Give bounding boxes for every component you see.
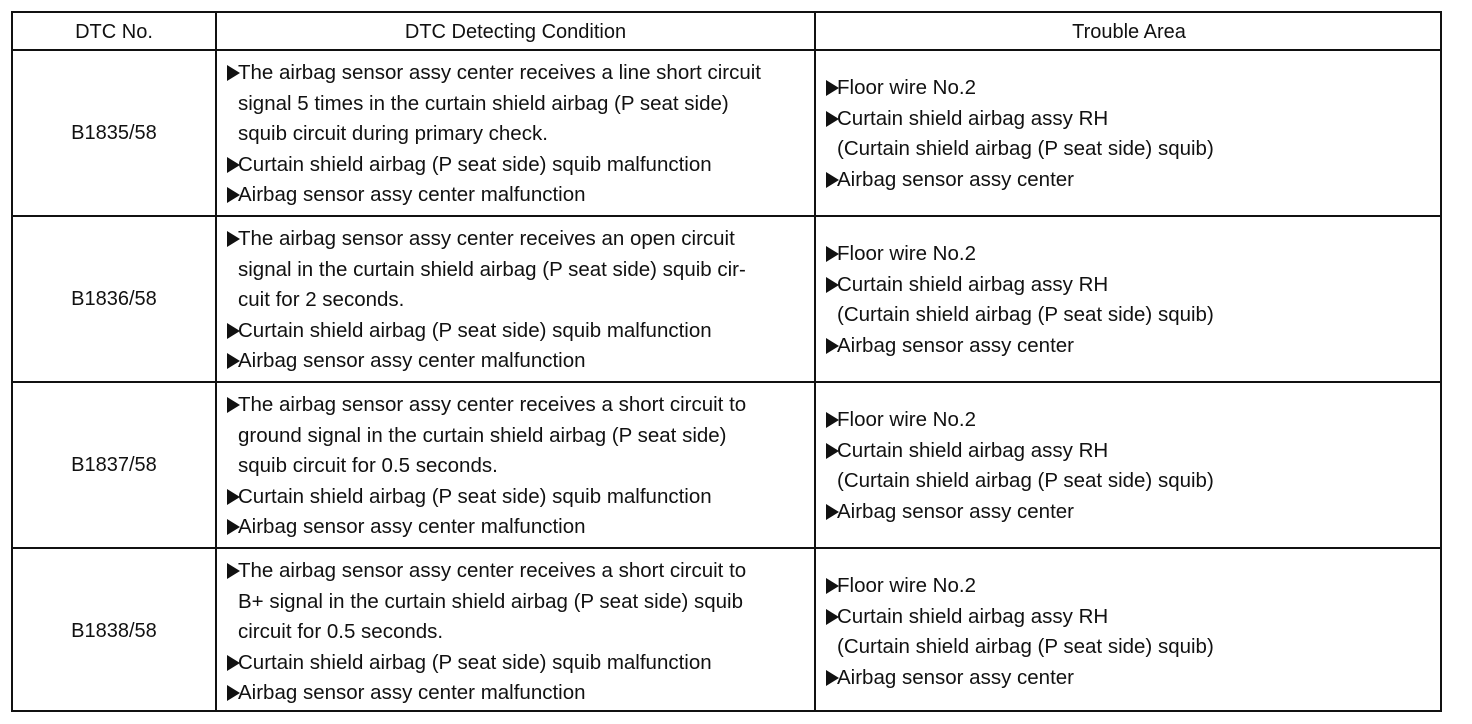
condition-bullet-line — [227, 346, 812, 377]
condition-text: signal in the curtain shield airbag (P seat side) squib cir- — [238, 257, 746, 281]
condition-cell — [227, 556, 812, 709]
condition-text: squib circuit during primary check. — [238, 122, 548, 145]
condition-text: signal 5 times in the curtain shield airbag (P seat side) — [238, 91, 729, 115]
header-detecting-condition: DTC Detecting Condition — [404, 20, 627, 43]
area-text: Airbag sensor assy center — [837, 333, 1075, 357]
condition-text: Airbag sensor assy center malfunction — [238, 681, 586, 704]
condition-bullet-line — [227, 224, 812, 255]
condition-text: squib circuit for 0.5 seconds. — [238, 454, 498, 477]
row-divider — [13, 381, 1440, 383]
area-text: Curtain shield airbag assy RH — [837, 272, 1109, 296]
condition-bullet-line — [227, 556, 812, 587]
area-bullet-line — [826, 602, 1440, 633]
condition-continuation-line — [227, 587, 812, 618]
area-bullet-line — [826, 331, 1440, 362]
area-bullet-line — [826, 104, 1440, 135]
column-divider — [814, 13, 816, 710]
condition-continuation-line — [227, 89, 812, 120]
condition-bullet-line — [227, 648, 812, 679]
condition-bullet-line — [227, 390, 812, 421]
condition-bullet-line — [227, 512, 812, 543]
condition-cell — [227, 390, 812, 543]
area-text: Curtain shield airbag assy RH — [837, 438, 1109, 462]
area-text: (Curtain shield airbag (P seat side) squib) — [837, 303, 1214, 326]
condition-continuation-line — [227, 617, 812, 648]
area-text: (Curtain shield airbag (P seat side) squib) — [837, 635, 1214, 658]
condition-continuation-line — [227, 255, 812, 286]
condition-text: The airbag sensor assy center receives an open circuit — [238, 227, 735, 250]
area-text: Airbag sensor assy center — [837, 665, 1075, 689]
area-continuation-line — [826, 466, 1440, 497]
condition-bullet-line — [227, 482, 812, 513]
header-dtc-no: DTC No. — [75, 20, 153, 43]
area-continuation-line — [826, 300, 1440, 331]
column-divider — [215, 13, 217, 710]
area-bullet-line — [826, 239, 1440, 270]
condition-text: ground signal in the curtain shield airbag (P seat side) — [238, 423, 727, 447]
area-text: Floor wire No.2 — [837, 574, 976, 597]
area-bullet-line — [826, 497, 1440, 528]
area-text: (Curtain shield airbag (P seat side) squib) — [837, 137, 1214, 160]
area-text: Curtain shield airbag assy RH — [837, 604, 1109, 628]
area-text: Airbag sensor assy center — [837, 499, 1075, 523]
condition-continuation-line — [227, 285, 812, 316]
condition-continuation-line — [227, 421, 812, 452]
area-bullet-line — [826, 405, 1440, 436]
area-text: Floor wire No.2 — [837, 408, 976, 431]
area-text: Airbag sensor assy center — [837, 167, 1075, 191]
condition-text: The airbag sensor assy center receives a short circuit to — [238, 393, 747, 416]
area-bullet-line — [826, 165, 1440, 196]
area-continuation-line — [826, 134, 1440, 165]
dtc-code-cell: B1835/58 — [71, 121, 157, 144]
condition-text: cuit for 2 seconds. — [238, 288, 405, 311]
dtc-code-cell: B1837/58 — [71, 453, 157, 476]
condition-text: circuit for 0.5 seconds. — [238, 620, 444, 643]
condition-text: Airbag sensor assy center malfunction — [238, 349, 586, 372]
area-bullet-line — [826, 436, 1440, 467]
area-text: Floor wire No.2 — [837, 76, 976, 99]
dtc-table — [11, 11, 1442, 712]
area-bullet-line — [826, 270, 1440, 301]
area-text: Floor wire No.2 — [837, 242, 976, 265]
condition-text: Curtain shield airbag (P seat side) squib malfunction — [238, 650, 712, 674]
trouble-area-cell — [826, 239, 1440, 361]
area-text: (Curtain shield airbag (P seat side) squib) — [837, 469, 1214, 492]
condition-bullet-line — [227, 150, 812, 181]
condition-bullet-line — [227, 58, 812, 89]
area-bullet-line — [826, 571, 1440, 602]
trouble-area-cell — [826, 73, 1440, 195]
header-trouble-area: Trouble Area — [1072, 20, 1186, 43]
condition-text: B+ signal in the curtain shield airbag (P seat side) squib — [238, 589, 744, 613]
trouble-area-cell — [826, 571, 1440, 693]
condition-bullet-line — [227, 180, 812, 211]
condition-text: Curtain shield airbag (P seat side) squib malfunction — [238, 484, 712, 508]
condition-text: Curtain shield airbag (P seat side) squib malfunction — [238, 152, 712, 176]
condition-continuation-line — [227, 451, 812, 482]
area-bullet-line — [826, 663, 1440, 694]
condition-text: Curtain shield airbag (P seat side) squib malfunction — [238, 318, 712, 342]
trouble-area-cell — [826, 405, 1440, 527]
row-divider — [13, 215, 1440, 217]
condition-bullet-line — [227, 678, 812, 709]
dtc-code-cell: B1838/58 — [71, 619, 157, 642]
dtc-code-cell: B1836/58 — [71, 287, 157, 310]
condition-bullet-line — [227, 316, 812, 347]
condition-text: The airbag sensor assy center receives a line short circuit — [238, 61, 761, 84]
row-divider — [13, 547, 1440, 549]
area-continuation-line — [826, 632, 1440, 663]
condition-text: The airbag sensor assy center receives a short circuit to — [238, 559, 747, 582]
area-text: Curtain shield airbag assy RH — [837, 106, 1109, 130]
area-bullet-line — [826, 73, 1440, 104]
condition-cell — [227, 58, 812, 211]
condition-cell — [227, 224, 812, 377]
condition-continuation-line — [227, 119, 812, 150]
condition-text: Airbag sensor assy center malfunction — [238, 183, 586, 206]
condition-text: Airbag sensor assy center malfunction — [238, 515, 586, 538]
